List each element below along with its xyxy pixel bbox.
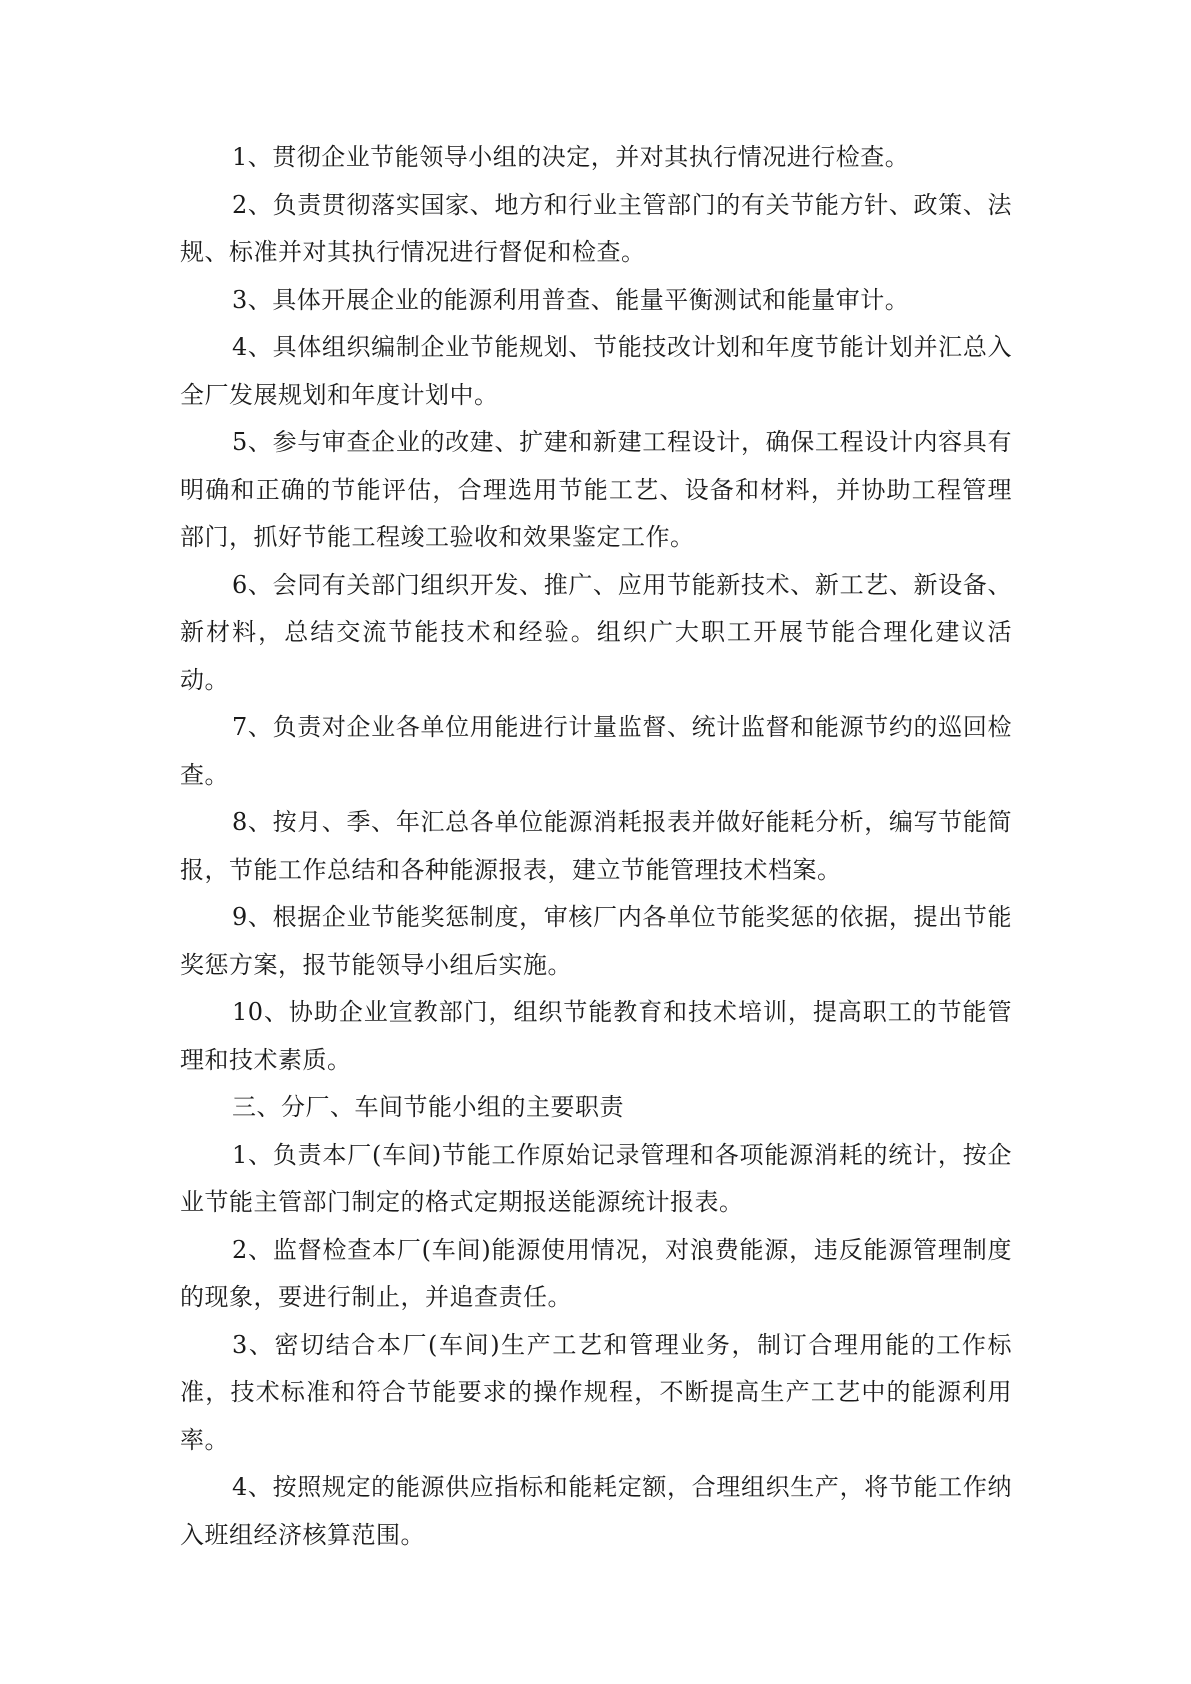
paragraph-workshop-duty-2: 2、监督检查本厂(车间)能源使用情况，对浪费能源，违反能源管理制度的现象，要进行制止，并追查责任。 [180, 1235, 1012, 1311]
paragraph-duty-9: 9、根据企业节能奖惩制度，审核厂内各单位节能奖惩的依据，提出节能奖惩方案，报节能领导小组后实施。 [180, 903, 1012, 979]
document-body [180, 134, 1012, 1559]
paragraph-workshop-duty-1: 1、负责本厂(车间)节能工作原始记录管理和各项能源消耗的统计，按企业节能主管部门制定的格式定期报送能源统计报表。 [180, 1140, 1012, 1216]
paragraph-duty-2: 2、负责贯彻落实国家、地方和行业主管部门的有关节能方针、政策、法规、标准并对其执行情况进行督促和检查。 [180, 190, 1012, 266]
paragraph-workshop-duty-3: 3、密切结合本厂(车间)生产工艺和管理业务，制订合理用能的工作标准，技术标准和符合节能要求的操作规程，不断提高生产工艺中的能源利用率。 [180, 1330, 1012, 1454]
paragraph-duty-4: 4、具体组织编制企业节能规划、节能技改计划和年度节能计划并汇总入全厂发展规划和年度计划中。 [180, 333, 1012, 409]
paragraph-duty-1: 1、贯彻企业节能领导小组的决定，并对其执行情况进行检查。 [232, 143, 910, 171]
paragraph-duty-6: 6、会同有关部门组织开发、推广、应用节能新技术、新工艺、新设备、新材料，总结交流节能技术和经验。组织广大职工开展节能合理化建议活动。 [180, 570, 1012, 694]
paragraph-duty-7: 7、负责对企业各单位用能进行计量监督、统计监督和能源节约的巡回检查。 [180, 713, 1012, 789]
paragraph-workshop-duty-4: 4、按照规定的能源供应指标和能耗定额，合理组织生产，将节能工作纳入班组经济核算范围。 [180, 1473, 1012, 1549]
paragraph-duty-3: 3、具体开展企业的能源利用普查、能量平衡测试和能量审计。 [232, 285, 910, 314]
paragraph-duty-10: 10、协助企业宣教部门，组织节能教育和技术培训，提高职工的节能管理和技术素质。 [180, 998, 1012, 1074]
paragraph-duty-8: 8、按月、季、年汇总各单位能源消耗报表并做好能耗分析，编写节能简报，节能工作总结和各种能源报表，建立节能管理技术档案。 [180, 808, 1012, 884]
section-heading: 三、分厂、车间节能小组的主要职责 [232, 1093, 624, 1121]
paragraph-duty-5: 5、参与审查企业的改建、扩建和新建工程设计，确保工程设计内容具有明确和正确的节能评估，合理选用节能工艺、设备和材料，并协助工程管理部门，抓好节能工程竣工验收和效果鉴定工作。 [180, 428, 1012, 551]
